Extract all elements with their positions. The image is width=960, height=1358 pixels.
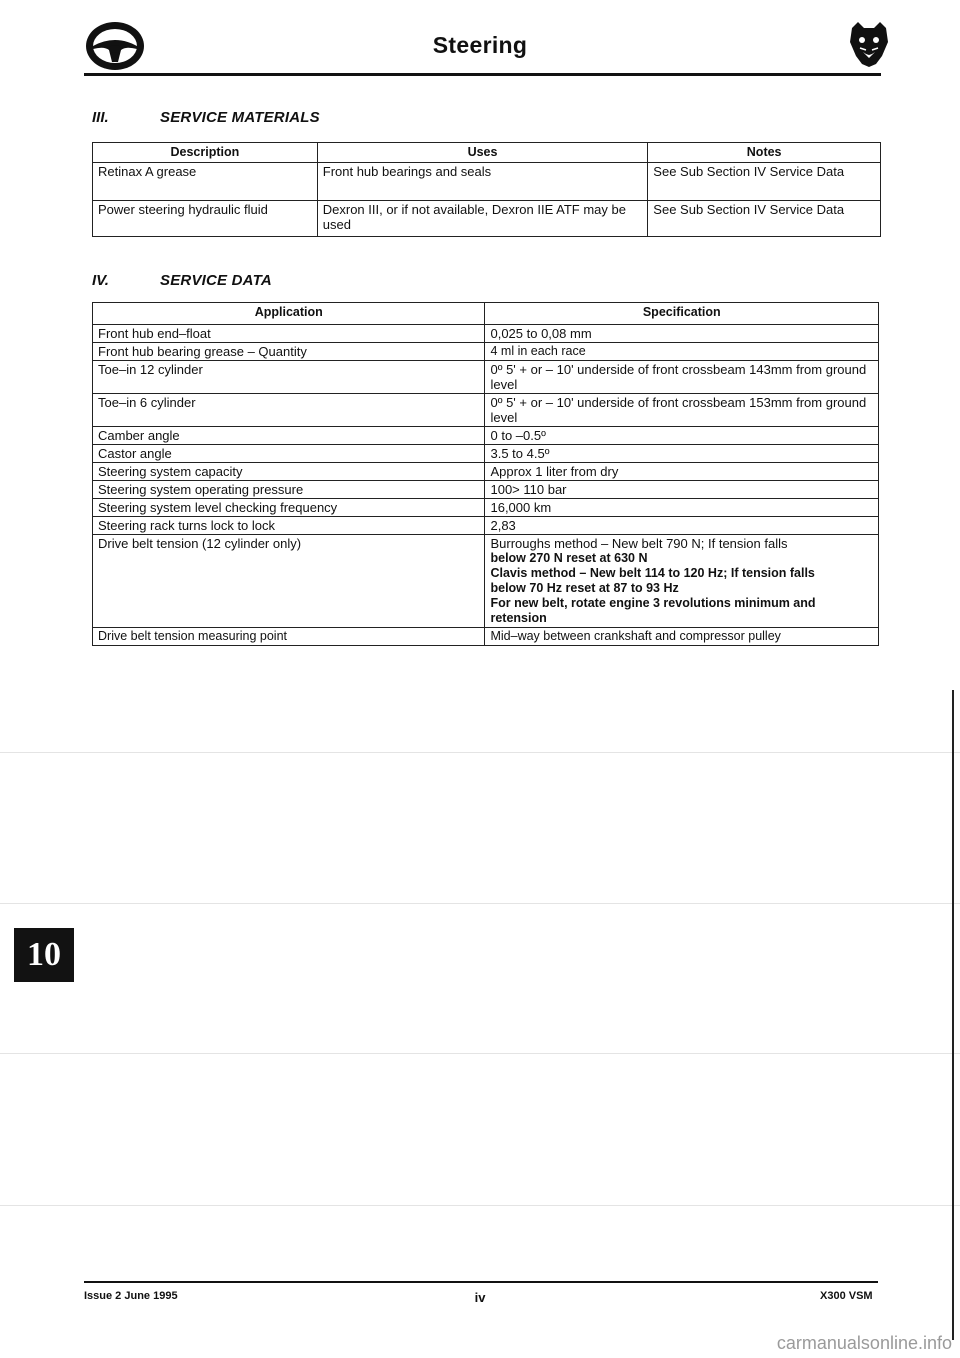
issue-date: Issue 2 June 1995 xyxy=(84,1290,178,1302)
spec-line: retension xyxy=(490,611,547,625)
table-cell: Retinax A grease xyxy=(93,163,318,201)
watermark: carmanualsonline.info xyxy=(776,1333,952,1353)
table-row xyxy=(93,427,879,445)
scan-line xyxy=(0,903,960,904)
table-cell: Camber angle xyxy=(93,427,485,445)
document-code: X300 VSM xyxy=(820,1290,873,1302)
table-row xyxy=(93,394,879,427)
column-header: Uses xyxy=(317,143,648,163)
table-cell: Toe–in 6 cylinder xyxy=(93,394,485,427)
header-rule xyxy=(84,73,881,76)
table-cell: 4 ml in each race xyxy=(485,343,879,361)
page-edge-line xyxy=(952,690,954,1340)
table-row xyxy=(93,201,881,237)
spec-line: below 270 N reset at 630 N xyxy=(490,551,648,565)
jaguar-logo-icon xyxy=(848,20,890,68)
table-row xyxy=(93,343,879,361)
section-tab-badge: 10 xyxy=(14,928,74,982)
table-row xyxy=(93,325,879,343)
table-cell: Mid–way between crankshaft and compressor pulley xyxy=(485,628,879,646)
spec-line: Burroughs method – New belt 790 N; If tension falls xyxy=(490,536,788,551)
table-row xyxy=(93,499,879,517)
table-row xyxy=(93,445,879,463)
table-cell: Drive belt tension (12 cylinder only) xyxy=(93,535,485,628)
table-cell: 0,025 to 0,08 mm xyxy=(485,325,879,343)
table-cell: Steering system operating pressure xyxy=(93,481,485,499)
spec-line: For new belt, rotate engine 3 revolutions minimum and xyxy=(490,596,816,610)
table-cell: 2,83 xyxy=(485,517,879,535)
table-cell: Power steering hydraulic fluid xyxy=(93,201,318,237)
table-cell xyxy=(485,535,879,628)
table-cell: See Sub Section IV Service Data xyxy=(648,201,881,237)
column-header: Notes xyxy=(648,143,881,163)
table-cell: 16,000 km xyxy=(485,499,879,517)
service-data-table xyxy=(92,302,879,646)
spec-line: below 70 Hz reset at 87 to 93 Hz xyxy=(490,581,679,595)
section-4-number: IV. xyxy=(92,272,109,289)
table-cell: Steering system capacity xyxy=(93,463,485,481)
column-header: Description xyxy=(93,143,318,163)
service-materials-table xyxy=(92,142,881,237)
table-cell: Front hub end–float xyxy=(93,325,485,343)
table-cell: 0º 5' + or – 10' underside of front crossbeam 153mm from ground level xyxy=(485,394,879,427)
section-3-title: SERVICE MATERIALS xyxy=(160,109,320,126)
table-cell: 100> 110 bar xyxy=(485,481,879,499)
table-cell: Drive belt tension measuring point xyxy=(93,628,485,646)
footer-rule xyxy=(84,1281,878,1283)
column-header: Application xyxy=(93,303,485,325)
column-header: Specification xyxy=(485,303,879,325)
table-cell: Castor angle xyxy=(93,445,485,463)
table-cell: 0 to –0.5º xyxy=(485,427,879,445)
spec-line: Clavis method – New belt 114 to 120 Hz; If tension falls xyxy=(490,566,815,580)
table-cell: Toe–in 12 cylinder xyxy=(93,361,485,394)
table-cell: 3.5 to 4.5º xyxy=(485,445,879,463)
table-row xyxy=(93,163,881,201)
table-row xyxy=(93,463,879,481)
table-cell: Approx 1 liter from dry xyxy=(485,463,879,481)
scan-line xyxy=(0,1053,960,1054)
table-row xyxy=(93,517,879,535)
section-3-number: III. xyxy=(92,109,109,126)
table-cell: See Sub Section IV Service Data xyxy=(648,163,881,201)
table-cell: Steering system level checking frequency xyxy=(93,499,485,517)
section-4-title: SERVICE DATA xyxy=(160,272,272,289)
table-header-row xyxy=(93,143,881,163)
table-header-row xyxy=(93,303,879,325)
table-cell: Dexron III, or if not available, Dexron IIE ATF may be used xyxy=(317,201,648,237)
table-row xyxy=(93,535,879,628)
page-title: Steering xyxy=(432,32,528,58)
table-cell: Front hub bearing grease – Quantity xyxy=(93,343,485,361)
table-cell: 0º 5' + or – 10' underside of front crossbeam 143mm from ground level xyxy=(485,361,879,394)
scan-line xyxy=(0,1205,960,1206)
table-row xyxy=(93,481,879,499)
scan-line xyxy=(0,752,960,753)
table-row xyxy=(93,628,879,646)
page-number: iv xyxy=(474,1290,486,1305)
table-cell: Steering rack turns lock to lock xyxy=(93,517,485,535)
table-cell: Front hub bearings and seals xyxy=(317,163,648,201)
table-row xyxy=(93,361,879,394)
